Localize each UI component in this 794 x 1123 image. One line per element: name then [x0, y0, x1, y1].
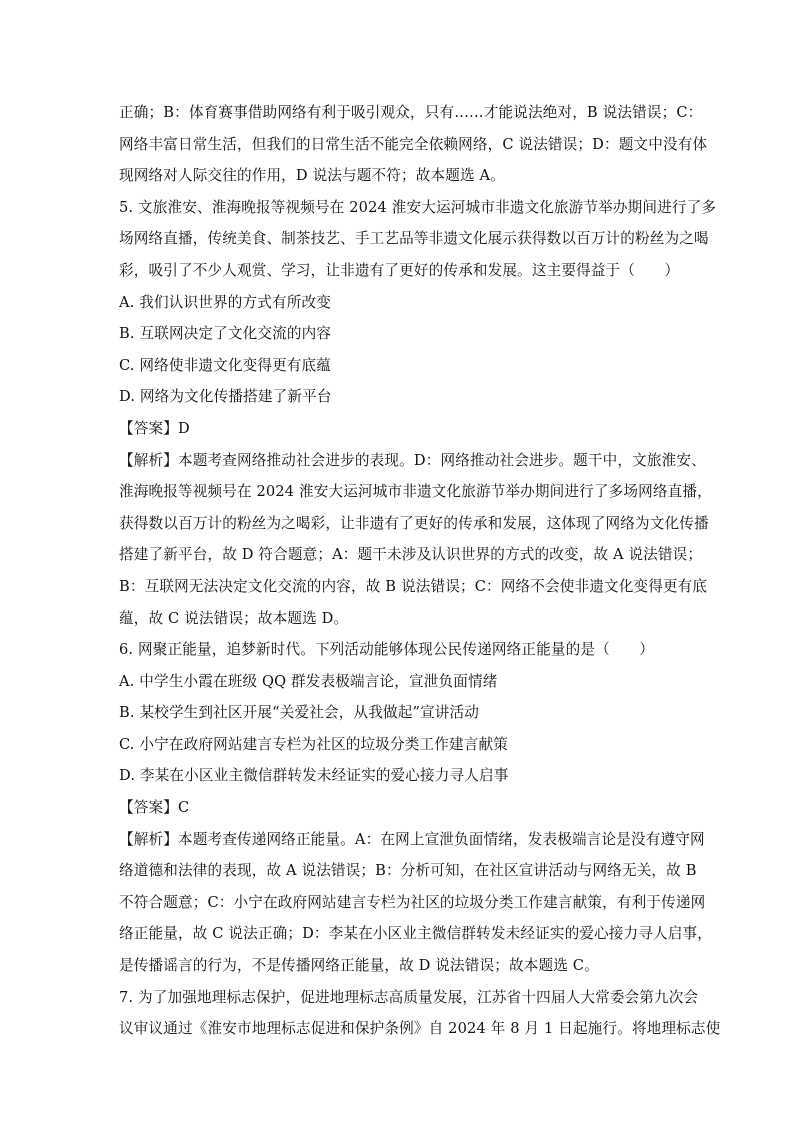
question-6-analysis: 是传播谣言的行为，不是传播网络正能量，故 D 说法错误；故本题选 C。: [119, 957, 599, 975]
text-line: 现网络对人际交往的作用，D 说法与题不符；故本题选 A。: [119, 167, 505, 185]
question-5-stem: 彩，吸引了不少人观赏、学习，让非遗有了更好的传承和发展。这主要得益于（ ）: [119, 261, 680, 279]
question-6-option-b: B. 某校学生到社区开展“关爱社会，从我做起”宣讲活动: [119, 704, 480, 722]
question-6-option-c: C. 小宁在政府网站建言专栏为社区的垃圾分类工作建言献策: [119, 735, 508, 753]
question-5-answer: 【答案】D: [119, 419, 190, 437]
text-line: 网络丰富日常生活，但我们的日常生活不能完全依赖网络，C 说法错误；D：题文中没有体: [119, 135, 708, 153]
question-5-option-c: C. 网络使非遗文化变得更有底蕴: [119, 356, 332, 374]
question-6-analysis: 【解析】本题考查传递网络正能量。A：在网上宣泄负面情绪，发表极端言论是没有遵守网: [119, 830, 705, 848]
question-5-analysis: 淮海晚报等视频号在 2024 淮安大运河城市非遗文化旅游节举办期间进行了多场网络直播，: [119, 483, 712, 501]
question-5-analysis: 搭建了新平台，故 D 符合题意；A：题干未涉及认识世界的方式的改变，故 A 说法错误；: [119, 546, 703, 564]
question-5-analysis: 【解析】本题考查网络推动社会进步的表现。D：网络推动社会进步。题干中，文旅淮安、: [119, 451, 706, 469]
question-7-stem: 议审议通过《淮安市地理标志促进和保护条例》自 2024 年 8 月 1 日起施行。将地理标志使: [119, 1020, 721, 1038]
question-5-option-b: B. 互联网决定了文化交流的内容: [119, 325, 332, 343]
question-5-analysis: B：互联网无法决定文化交流的内容，故 B 说法错误；C：网络不会使非遗文化变得更有底: [119, 577, 708, 595]
question-6-analysis: 不符合题意；C：小宁在政府网站建言专栏为社区的垃圾分类工作建言献策，有利于传递网: [119, 893, 706, 911]
question-5-option-a: A. 我们认识世界的方式有所改变: [119, 293, 331, 311]
text-line: 正确；B：体育赛事借助网络有利于吸引观众，只有……才能说法绝对，B 说法错误；C：: [119, 104, 703, 121]
question-6-option-a: A. 中学生小霞在班级 QQ 群发表极端言论，宣泄负面情绪: [119, 672, 498, 690]
question-6-option-d: D. 李某在小区业主微信群转发未经证实的爱心接力寻人启事: [119, 767, 509, 785]
question-6-analysis: 络正能量，故 C 说法正确；D：李某在小区业主微信群转发未经证实的爱心接力寻人启事，: [119, 925, 713, 943]
question-5-stem: 5. 文旅淮安、淮海晚报等视频号在 2024 淮安大运河城市非遗文化旅游节举办期间进行了多: [119, 198, 717, 216]
question-6-stem: 6. 网聚正能量，追梦新时代。下列活动能够体现公民传递网络正能量的是（ ）: [119, 641, 655, 659]
question-6-answer: 【答案】C: [119, 799, 190, 817]
question-5-analysis: 蕴，故 C 说法错误；故本题选 D。: [119, 609, 349, 627]
question-5-analysis: 获得数以百万计的粉丝为之喝彩，让非遗有了更好的传承和发展，这体现了网络为文化传播: [119, 514, 709, 532]
document-page: [119, 97, 721, 1045]
question-7-stem: 7. 为了加强地理标志保护，促进地理标志高质量发展，江苏省十四届人大常委会第九次会: [119, 988, 699, 1006]
question-5-option-d: D. 网络为文化传播搭建了新平台: [119, 388, 332, 406]
question-6-analysis: 络道德和法律的表现，故 A 说法错误；B：分析可知，在社区宣讲活动与网络无关，故 B: [119, 862, 697, 880]
question-5-stem: 场网络直播，传统美食、制茶技艺、手工艺品等非遗文化展示获得数以百万计的粉丝为之喝: [119, 230, 709, 248]
